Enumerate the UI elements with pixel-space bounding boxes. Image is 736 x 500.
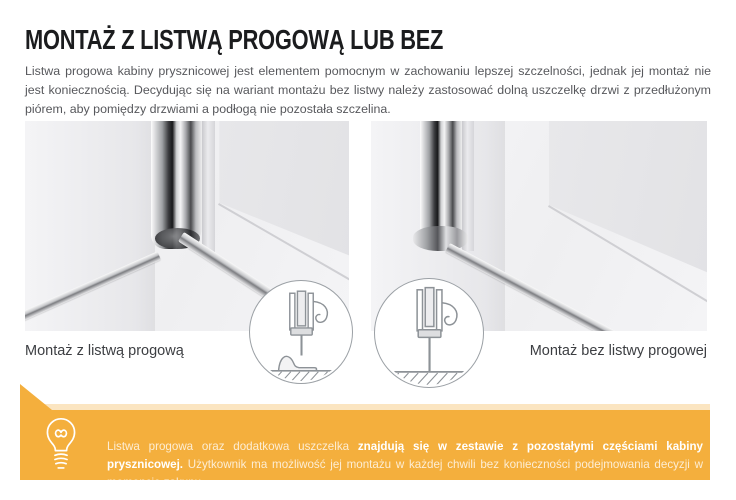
chrome-hinge-pillar (420, 121, 462, 241)
page-title (25, 24, 561, 56)
banner-text-line2: Użytkownik ma możliwość jej montażu w każdej chwili bez konieczności podejmowania decyzji w momencie zakupu. (107, 457, 703, 489)
page-title-text: MONTAŻ Z LISTWĄ PROGOWĄ LUB BEZ (25, 23, 444, 55)
seal-diagram-without-strip (374, 278, 484, 388)
glass-door-edge (202, 121, 215, 255)
seal-diagram-with-strip (249, 280, 353, 384)
banner-text-bold: znajdują się w zestawie z pozostałymi częściami kabiny prysznicowej. (107, 439, 703, 471)
caption-with-strip: Montaż z listwą progową (25, 343, 184, 359)
seal-cross-section-with-threshold-strip-icon (250, 281, 352, 383)
banner-text (107, 438, 703, 492)
caption-without-strip: Montaż bez listwy progowej (529, 343, 707, 359)
banner-corner-wedge (20, 384, 52, 410)
intro-paragraph: Listwa progowa kabiny prysznicowej jest elementem pomocnym w zachowaniu lepszej szczelności, jednak jej montaż nie jest koniecznością. Decydując się na wariant montażu bez listwy należy zastosować dolną uszczelkę drzwi z przedłużonym piórem, aby pomiędzy drzwiami a podłogą nie pozostała szczelina. (25, 64, 711, 116)
info-banner (20, 410, 710, 489)
glass-panel-left (25, 121, 155, 331)
banner-text-regular: Listwa progowa oraz dodatkowa uszczelka (107, 439, 358, 453)
lightbulb-icon (42, 416, 80, 474)
seal-cross-section-without-threshold-strip-icon (375, 279, 483, 387)
